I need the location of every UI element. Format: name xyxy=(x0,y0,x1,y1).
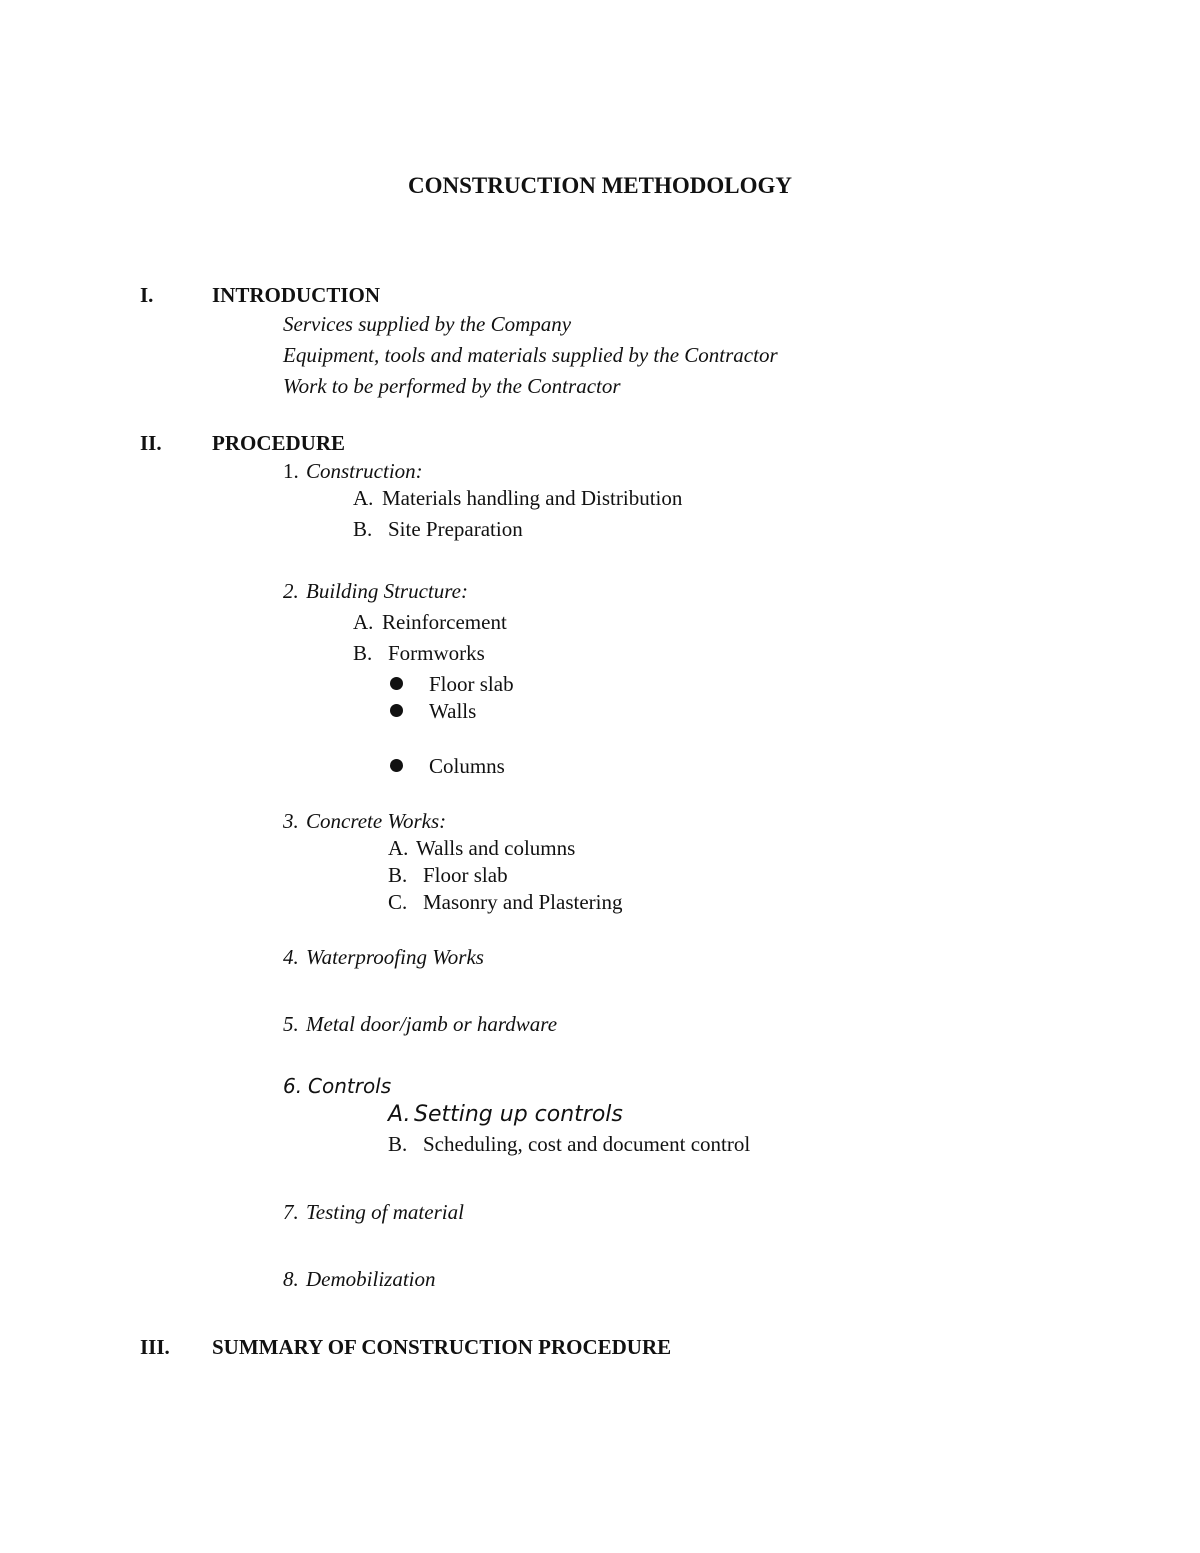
sub-item-letter: B. xyxy=(388,863,408,887)
sub-item-letter: A. xyxy=(388,836,409,860)
procedure-item-label: Building Structure: xyxy=(306,579,468,603)
intro-line: Work to be performed by the Contractor xyxy=(283,374,621,398)
intro-line: Services supplied by the Company xyxy=(283,312,572,336)
procedure-item-number: 5. xyxy=(283,1012,299,1036)
procedure-item-number: 1. xyxy=(283,459,299,483)
sub-item-text: Formworks xyxy=(388,641,485,665)
procedure-item-label: Waterproofing Works xyxy=(306,945,484,969)
procedure-item-label: Testing of material xyxy=(306,1200,464,1224)
section-numeral: III. xyxy=(140,1335,170,1359)
bullet-icon xyxy=(390,677,403,690)
procedure-item-label: Metal door/jamb or hardware xyxy=(306,1012,558,1036)
sub-item-text: Masonry and Plastering xyxy=(423,890,623,914)
sub-item-letter: A. xyxy=(388,1102,411,1127)
procedure-item-number: 7. xyxy=(283,1200,299,1224)
procedure-item-number: 6. xyxy=(283,1074,303,1098)
sub-item-letter: B. xyxy=(353,517,373,541)
sub-item-text: Site Preparation xyxy=(388,517,523,541)
sub-item-letter: A. xyxy=(353,486,374,510)
section-heading-introduction: INTRODUCTION xyxy=(212,283,381,307)
sub-item-letter: C. xyxy=(388,890,408,914)
procedure-item-number: 8. xyxy=(283,1267,299,1291)
sub-item-text: Walls and columns xyxy=(416,836,576,860)
procedure-item-label: Construction: xyxy=(306,459,423,483)
sub-item-letter: A. xyxy=(353,610,374,634)
bullet-icon xyxy=(390,759,403,772)
section-heading-summary: SUMMARY OF CONSTRUCTION PROCEDURE xyxy=(212,1335,672,1359)
bullet-item-text: Walls xyxy=(429,699,477,723)
bullet-icon xyxy=(390,704,403,717)
sub-item-text: Scheduling, cost and document control xyxy=(423,1132,751,1156)
sub-item-text: Setting up controls xyxy=(414,1102,623,1127)
section-numeral: II. xyxy=(140,431,162,455)
section-numeral: I. xyxy=(140,283,154,307)
procedure-item-label: Controls xyxy=(308,1074,392,1098)
procedure-item-number: 3. xyxy=(283,809,299,833)
procedure-item-label: Concrete Works: xyxy=(306,809,447,833)
procedure-item-number: 4. xyxy=(283,945,299,969)
procedure-item-label: Demobilization xyxy=(306,1267,436,1291)
procedure-item-number: 2. xyxy=(283,579,299,603)
bullet-item-text: Columns xyxy=(429,754,505,778)
sub-item-letter: B. xyxy=(388,1132,408,1156)
sub-item-text: Reinforcement xyxy=(382,610,507,634)
sub-item-text: Floor slab xyxy=(423,863,508,887)
sub-item-text: Materials handling and Distribution xyxy=(382,486,683,510)
bullet-item-text: Floor slab xyxy=(429,672,514,696)
page-title: CONSTRUCTION METHODOLOGY xyxy=(407,173,792,198)
sub-item-letter: B. xyxy=(353,641,373,665)
section-heading-procedure: PROCEDURE xyxy=(212,431,346,455)
intro-line: Equipment, tools and materials supplied by the Contractor xyxy=(283,343,778,367)
